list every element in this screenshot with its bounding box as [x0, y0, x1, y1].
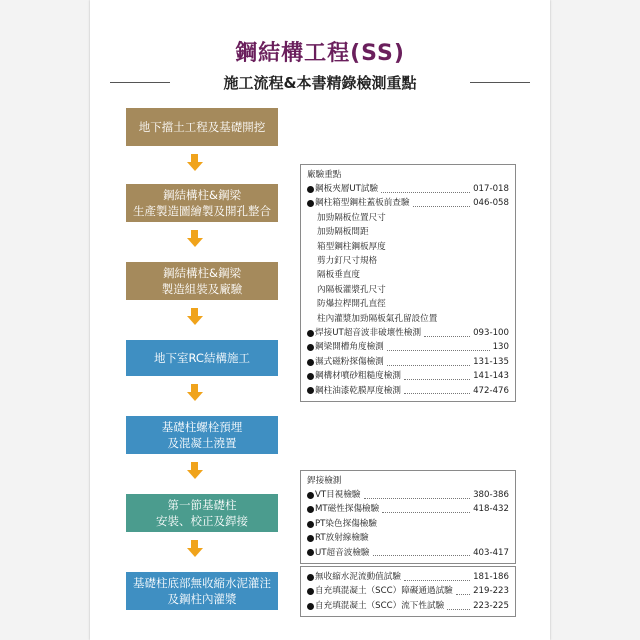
bullet-icon	[307, 200, 314, 207]
page-title: 鋼結構工程(SS)	[235, 41, 405, 66]
panel-item	[307, 599, 509, 613]
step-3-line-2: 製造組裝及廠驗	[161, 282, 243, 296]
panel-item	[307, 531, 509, 545]
dot-leader	[404, 373, 470, 380]
step-6	[126, 494, 278, 532]
step-6-line-1: 第一節基礎柱	[167, 498, 237, 512]
panel-item	[307, 502, 509, 516]
bullet-icon	[307, 359, 314, 366]
bullet-icon	[307, 549, 314, 556]
panel-list	[307, 182, 509, 398]
step-7-line-2: 及鋼柱內灌漿	[167, 592, 237, 606]
bullet-icon	[307, 330, 314, 337]
dot-leader	[404, 387, 470, 394]
panel-list	[307, 570, 509, 613]
panel-item-page: 403-417	[473, 547, 509, 558]
bullet-icon	[307, 521, 314, 528]
panel-item-label: 鋼板夾層UT試驗	[315, 184, 379, 194]
panel-header: 銲接檢測	[307, 476, 342, 486]
panel-item	[307, 225, 509, 239]
bullet-icon	[307, 344, 314, 351]
panel-item	[307, 340, 509, 354]
panel-item-label: 箱型鋼柱鋼板厚度	[317, 241, 386, 252]
bullet-icon	[307, 506, 314, 513]
panel-item-page: 093-100	[473, 328, 509, 339]
panel-item-page: 130	[492, 342, 509, 353]
panel-item-page: 223-225	[473, 600, 509, 611]
panel-item-page: 472-476	[473, 385, 509, 396]
dot-leader	[381, 186, 470, 193]
panel-item	[307, 517, 509, 531]
panel-item-label: 加勁隔板間距	[317, 227, 369, 238]
step-2	[126, 184, 278, 222]
step-2-line-2: 生產製造圖繪製及開孔整合	[133, 204, 271, 218]
panel-item	[307, 546, 509, 560]
step-4-line-1: 地下室RC結構施工	[154, 351, 250, 365]
panel-item-label: 隔板垂直度	[317, 270, 360, 281]
panel-item-label: 鋼構材噴砂粗糙度檢測	[315, 371, 401, 382]
panel-item	[307, 211, 509, 225]
dot-leader	[364, 492, 471, 499]
subtitle-rule-right	[470, 82, 530, 83]
panel-item-page: 418-432	[473, 504, 509, 515]
bullet-icon	[307, 373, 314, 380]
panel-item-label: VT目視檢驗	[315, 490, 361, 500]
panel-list	[307, 488, 509, 560]
panel-item-label: 防爆拉桿開孔直徑	[317, 299, 386, 310]
panel-item-label: 無收縮水泥流動值試驗	[315, 572, 401, 582]
step-2-line-1: 鋼結構柱&鋼梁	[163, 188, 241, 202]
dot-leader	[382, 506, 470, 513]
panel-item-label: MT磁性探傷檢驗	[315, 504, 380, 515]
panel-item	[307, 196, 509, 210]
bullet-icon	[307, 588, 314, 595]
panel-item-label: 柱內灌漿加勁隔板氣孔留設位置	[317, 313, 438, 324]
step-5-line-2: 及混凝土澆置	[167, 436, 237, 450]
panel-item-page: 181-186	[473, 572, 509, 582]
panel-item	[307, 584, 509, 598]
step-5	[126, 416, 278, 454]
step-4	[126, 340, 278, 376]
panel-item	[307, 268, 509, 282]
panel-item-page: 219-223	[473, 586, 509, 597]
bullet-icon	[307, 492, 314, 499]
page	[90, 0, 550, 640]
panel-item-page: 131-135	[473, 356, 509, 367]
panel-item-page: 141-143	[473, 371, 509, 382]
bullet-icon	[307, 574, 314, 581]
panel-item	[307, 570, 509, 584]
panel-item	[307, 355, 509, 369]
step-1-line-1: 地下擋土工程及基礎開挖	[138, 120, 266, 134]
bullet-icon	[307, 186, 314, 193]
panel-item-page: 017-018	[473, 184, 509, 194]
step-3-line-1: 鋼結構柱&鋼梁	[163, 266, 241, 280]
step-1	[126, 108, 278, 146]
panel-item-label: 鋼柱油漆乾膜厚度檢測	[315, 385, 401, 396]
panel-item-label: 自充填混凝土（SCC）流下性試驗	[315, 600, 445, 611]
panel-item	[307, 283, 509, 297]
page-subtitle: 施工流程&本書精錄檢測重點	[223, 74, 417, 92]
panel-item	[307, 312, 509, 326]
panel-item-label: PT染色探傷檢驗	[315, 518, 377, 529]
subtitle-row	[110, 72, 530, 92]
dot-leader	[373, 549, 471, 556]
panel-item-label: UT超音波檢驗	[315, 547, 370, 558]
inspection-panel-grout	[300, 566, 516, 617]
dot-leader	[413, 200, 471, 207]
bullet-icon	[307, 387, 314, 394]
dot-leader	[404, 574, 470, 581]
step-5-line-1: 基礎柱螺栓預埋	[161, 420, 243, 434]
panel-item-label: 自充填混凝土（SCC）障礙通過試驗	[315, 586, 453, 597]
dot-leader	[424, 330, 470, 337]
bullet-icon	[307, 603, 314, 610]
panel-item-page: 046-058	[473, 198, 509, 209]
panel-item	[307, 297, 509, 311]
panel-item-label: 鋼梁開槽角度檢測	[315, 342, 384, 353]
panel-item	[307, 488, 509, 502]
panel-item-label: 濕式磁粉探傷檢測	[315, 356, 384, 367]
dot-leader	[447, 603, 470, 610]
panel-item-page: 380-386	[473, 490, 509, 500]
panel-item-label: 焊接UT超音波非破壞性檢測	[315, 328, 422, 339]
panel-item	[307, 369, 509, 383]
step-3	[126, 262, 278, 300]
panel-header: 廠驗重點	[307, 170, 342, 180]
panel-item	[307, 326, 509, 340]
step-7	[126, 572, 278, 610]
dot-leader	[387, 344, 490, 351]
dot-leader	[456, 588, 470, 595]
step-7-line-1: 基礎柱底部無收縮水泥灌注	[133, 576, 271, 590]
step-6-line-2: 安裝、校正及銲接	[156, 514, 248, 528]
panel-item	[307, 254, 509, 268]
inspection-panel-factory	[300, 164, 516, 402]
inspection-panel-welding	[300, 470, 516, 564]
panel-item-label: RT放射線檢驗	[315, 533, 369, 544]
panel-item-label: 加勁隔板位置尺寸	[317, 212, 386, 223]
panel-item	[307, 384, 509, 398]
panel-item	[307, 240, 509, 254]
bullet-icon	[307, 535, 314, 542]
panel-item-label: 剪力釘尺寸規格	[317, 256, 378, 267]
panel-item	[307, 182, 509, 196]
dot-leader	[387, 359, 470, 366]
panel-item-label: 內隔板灌漿孔尺寸	[317, 284, 386, 295]
panel-item-label: 鋼柱箱型鋼柱蓋板前查驗	[315, 198, 410, 209]
